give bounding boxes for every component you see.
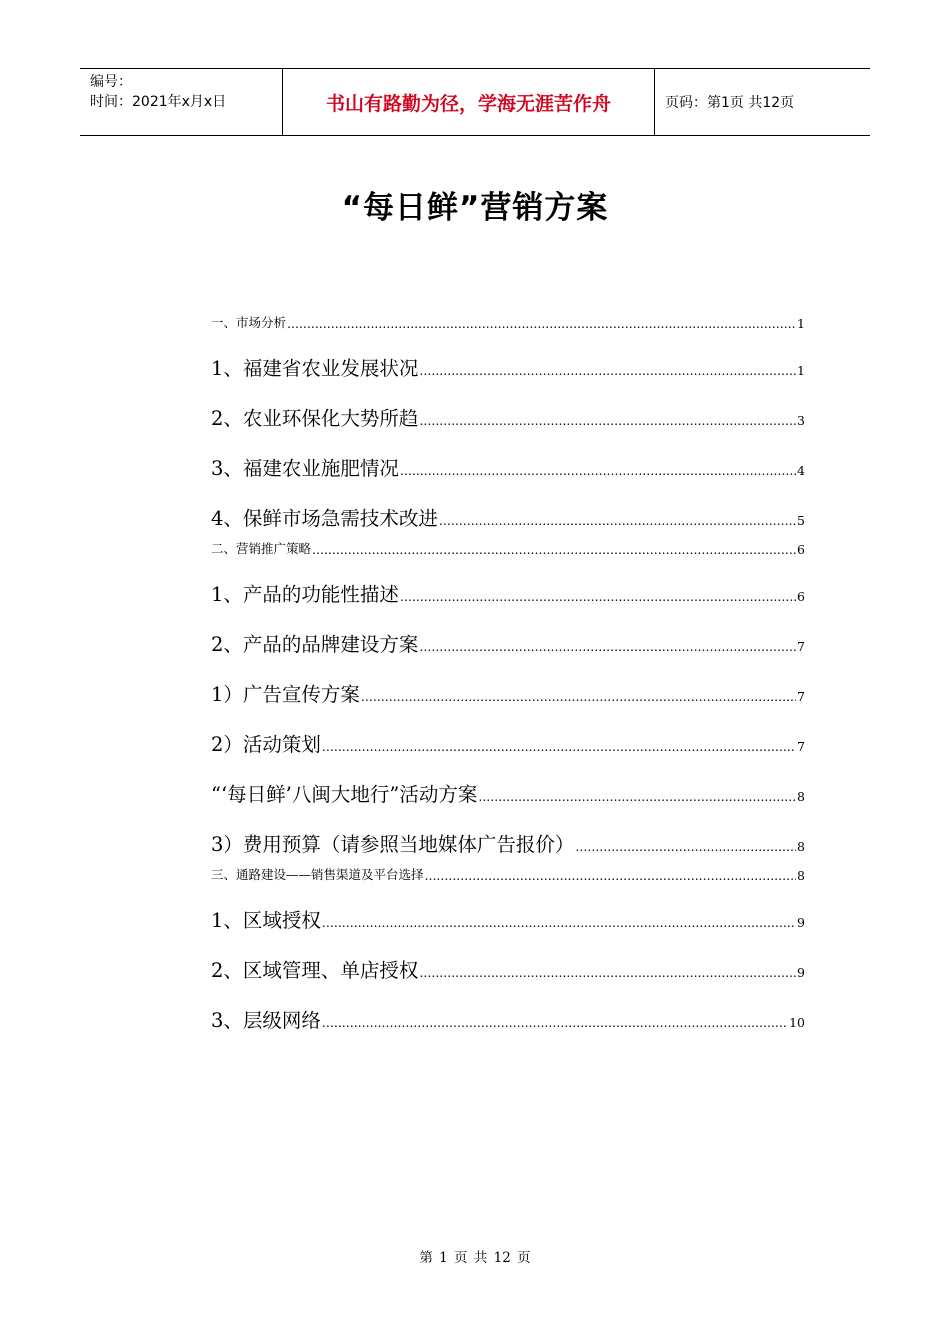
header-motto: 书山有路勤为径，学海无涯苦作舟 (282, 69, 655, 135)
toc-entry-page-number: 8 (797, 789, 805, 804)
toc-dot-leader (322, 739, 796, 757)
toc-entry[interactable] (211, 757, 805, 807)
toc-entry-page-number: 3 (797, 413, 805, 428)
toc-entry[interactable] (211, 331, 805, 381)
toc-entry-label: 三、通路建设——销售渠道及平台选择 (211, 867, 424, 882)
toc-entry-page-number: 4 (797, 463, 805, 478)
toc-entry-page-number: 1 (797, 316, 805, 331)
toc-entry[interactable] (211, 607, 805, 657)
toc-entry-page-number: 7 (797, 689, 805, 704)
toc-entry[interactable] (211, 883, 805, 933)
toc-entry-label: 4、保鲜市场急需技术改进 (211, 507, 438, 530)
toc-entry-page-number: 7 (797, 739, 805, 754)
toc-entry-label: 1、产品的功能性描述 (211, 583, 399, 606)
toc-entry-label: 2、产品的品牌建设方案 (211, 633, 419, 656)
toc-entry-label: 1、福建省农业发展状况 (211, 357, 419, 380)
toc-entry-label: 2、区域管理、单店授权 (211, 959, 419, 982)
toc-entry-page-number: 6 (797, 542, 805, 557)
toc-dot-leader (400, 463, 796, 481)
toc-dot-leader (400, 589, 796, 607)
toc-entry-page-number: 1 (797, 363, 805, 378)
toc-entry[interactable] (211, 557, 805, 607)
toc-entry-page-number: 9 (797, 915, 805, 930)
toc-entry[interactable] (211, 657, 805, 707)
document-date-label: 时间：2021年x月x日 (90, 94, 227, 110)
toc-entry[interactable] (211, 807, 805, 857)
toc-entry[interactable] (211, 707, 805, 757)
toc-dot-leader (478, 789, 796, 807)
toc-entry[interactable] (211, 481, 805, 531)
page-footer: 第 1 页 共 12 页 (419, 1250, 531, 1266)
toc-entry-page-number: 10 (789, 1015, 805, 1030)
toc-entry-label: 1）广告宣传方案 (211, 683, 360, 706)
toc-entry-page-number: 6 (797, 589, 805, 604)
toc-entry[interactable] (211, 531, 805, 557)
toc-dot-leader (425, 868, 797, 883)
toc-entry-label: 2）活动策划 (211, 733, 321, 756)
header-table (80, 68, 870, 136)
toc-entry-page-number: 7 (797, 639, 805, 654)
table-of-contents (211, 305, 805, 1033)
toc-entry[interactable] (211, 983, 805, 1033)
toc-entry-label: 3、层级网络 (211, 1009, 321, 1032)
toc-dot-leader (312, 542, 796, 557)
toc-dot-leader (322, 915, 796, 933)
toc-entry-label: 一、市场分析 (211, 315, 287, 330)
toc-dot-leader (439, 513, 796, 531)
toc-dot-leader (419, 639, 796, 657)
toc-entry-page-number: 8 (797, 839, 805, 854)
toc-dot-leader (419, 413, 796, 431)
header-meta-cell (80, 69, 282, 135)
toc-entry-label: 1、区域授权 (211, 909, 321, 932)
document-title: “每日鲜”营销方案 (341, 190, 609, 226)
document-number-label: 编号： (90, 74, 132, 90)
toc-dot-leader (419, 965, 796, 983)
toc-entry-page-number: 5 (797, 513, 805, 528)
toc-entry-page-number: 9 (797, 965, 805, 980)
toc-entry[interactable] (211, 933, 805, 983)
toc-dot-leader (287, 316, 796, 331)
toc-entry-label: “‘每日鲜’八闽大地行”活动方案 (211, 783, 478, 806)
toc-dot-leader (419, 363, 796, 381)
toc-entry-label: 二、营销推广策略 (211, 541, 312, 556)
toc-entry[interactable] (211, 431, 805, 481)
toc-entry-label: 3、福建农业施肥情况 (211, 457, 399, 480)
header-page-info: 页码：第1页 共12页 (665, 95, 795, 111)
toc-dot-leader (361, 689, 796, 707)
toc-entry-label: 3）费用预算（请参照当地媒体广告报价） (211, 833, 575, 856)
toc-entry[interactable] (211, 857, 805, 883)
toc-entry-label: 2、农业环保化大势所趋 (211, 407, 419, 430)
toc-dot-leader (322, 1015, 788, 1033)
toc-entry-page-number: 8 (797, 868, 805, 883)
toc-entry[interactable] (211, 305, 805, 331)
toc-entry[interactable] (211, 381, 805, 431)
toc-dot-leader (575, 839, 796, 857)
